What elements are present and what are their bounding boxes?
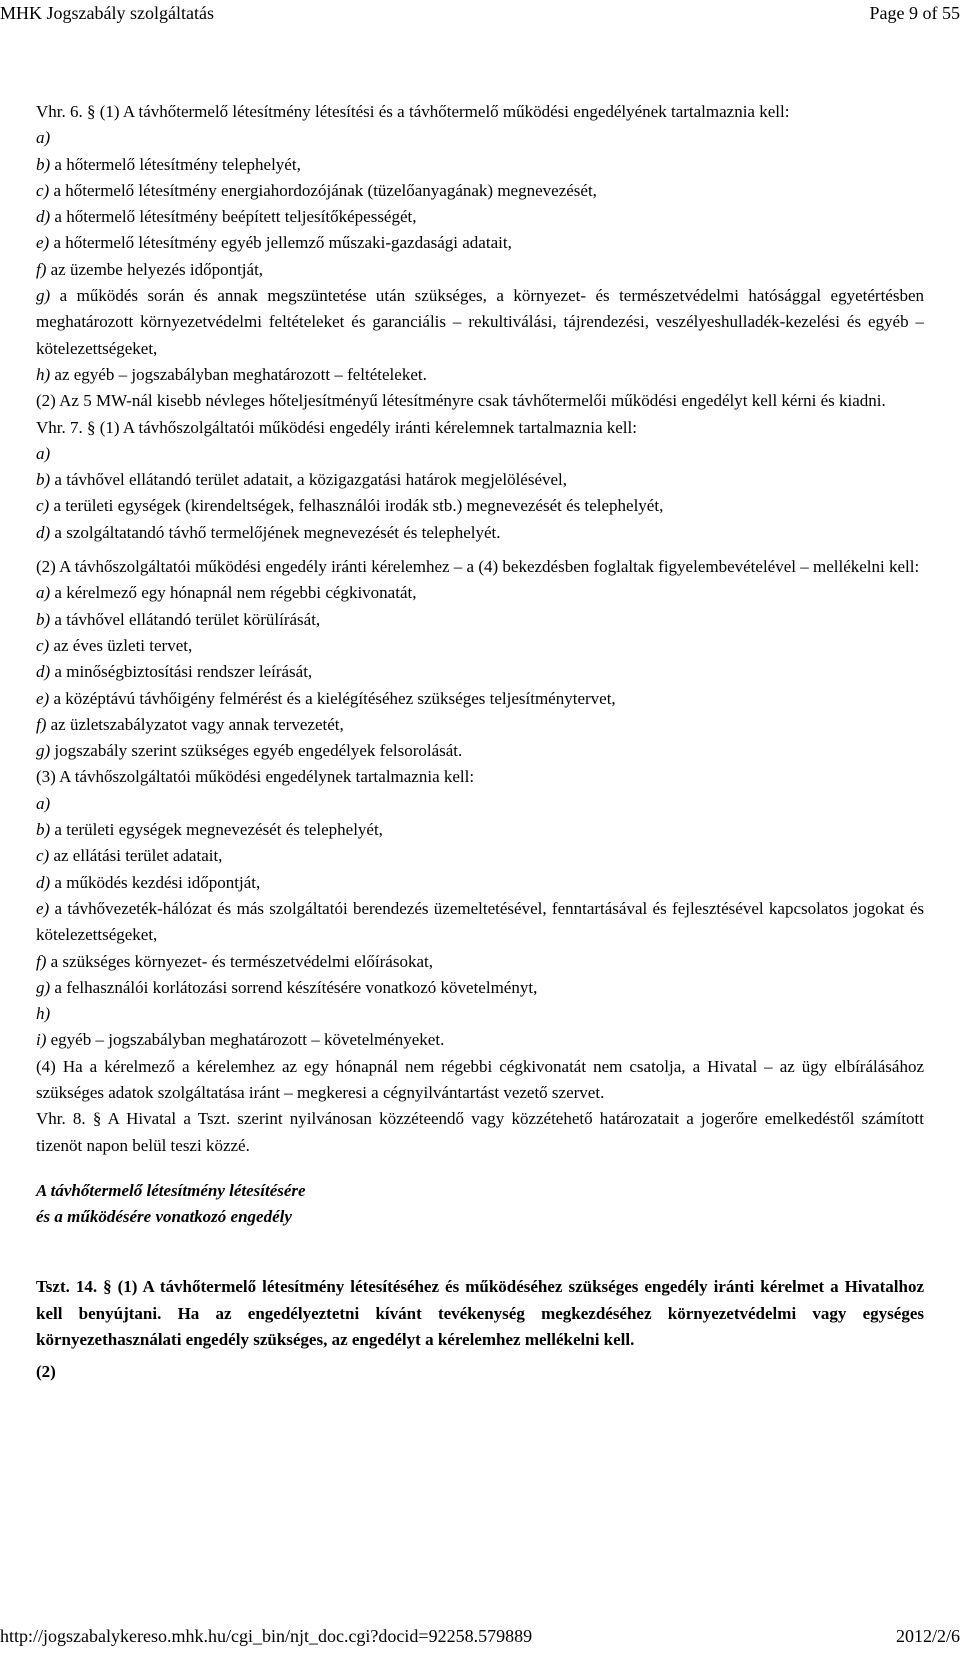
- paragraph-vhr-8: [36, 1106, 924, 1159]
- paragraph: [36, 764, 924, 790]
- list-item-text: a hőtermelő létesítmény telephelyét,: [50, 154, 301, 174]
- list-item: [36, 633, 924, 659]
- list-marker: c): [36, 180, 50, 200]
- list-marker: a): [36, 793, 51, 813]
- list-item-text: egyéb – jogszabályban meghatározott – követelményeket.: [46, 1030, 445, 1050]
- list-item: [36, 870, 924, 896]
- list-item-text: a területi egységek megnevezését és telephelyét,: [50, 820, 383, 840]
- list-item: [36, 362, 924, 388]
- list-item: [36, 817, 924, 843]
- list-marker: b): [36, 820, 51, 840]
- list-item-text: jogszabály szerint szükséges egyéb engedélyek felsorolását.: [50, 741, 463, 761]
- list-item-text: az üzletszabályzatot vagy annak tervezetét,: [46, 714, 344, 734]
- section-heading-line-2: és a működésére vonatkozó engedély: [36, 1207, 292, 1227]
- list-marker: a): [36, 583, 51, 603]
- list-item-text: a hőtermelő létesítmény energiahordozójának (tüzelőanyagának) megnevezését,: [49, 180, 597, 200]
- list-item: [36, 1027, 924, 1053]
- paragraph-vhr-7: [36, 415, 924, 441]
- paragraph-vhr-6: [36, 99, 924, 125]
- paragraph: [36, 554, 924, 580]
- list-item: [36, 230, 924, 256]
- list-marker: f): [36, 259, 47, 279]
- page-footer: [0, 1623, 960, 1653]
- list-marker: e): [36, 233, 50, 253]
- list-marker: e): [36, 898, 50, 918]
- list-marker: c): [36, 846, 50, 866]
- list-item-text: az éves üzleti tervet,: [49, 635, 193, 655]
- list-item: [36, 896, 924, 949]
- paragraph-text: Vhr. 8. § A Hivatal a Tszt. szerint nyilvánosan közzéteendő vagy közzétehető határozatait a jogerőre emelkedéstől számított tizenöt napon belül teszi közzé.: [36, 1109, 924, 1155]
- list-item-text: a távhővezeték-hálózat és más szolgáltatói berendezés üzemeltetésével, fenntartásával és fejlesztésével kapcsolatos jogokat és kötelezettségeket,: [36, 898, 924, 945]
- list-marker: a): [36, 443, 51, 463]
- paragraph: [36, 1054, 924, 1107]
- list-item: [36, 712, 924, 738]
- list-item: [36, 152, 924, 178]
- list-item-text: a hőtermelő létesítmény beépített teljesítőképességét,: [50, 207, 417, 227]
- list-item: [36, 738, 924, 764]
- list-marker: d): [36, 662, 51, 682]
- list-item: [36, 125, 924, 151]
- list-marker: a): [36, 128, 51, 148]
- list-item: [36, 580, 924, 606]
- list-marker: g): [36, 977, 51, 997]
- list-item-text: az egyéb – jogszabályban meghatározott – feltételeket.: [50, 364, 427, 384]
- list-item: [36, 467, 924, 493]
- list-item: [36, 659, 924, 685]
- paragraph: [36, 388, 924, 414]
- list-item-text: a távhővel ellátandó terület körülírását,: [50, 609, 321, 629]
- list-item-text: a működés során és annak megszüntetése után szükséges, a környezet- és természetvédelmi hatósággal egyetértésben meghatározott környezetvédelmi feltételeket és garanciális – rekultiválási, tájrendezési, veszélyeshulladék-kezelési és egyéb – kötelezettségeket,: [36, 286, 924, 358]
- list-item-text: a hőtermelő létesítmény egyéb jellemző műszaki-gazdasági adatait,: [49, 233, 512, 253]
- list-item-text: a középtávú távhőigény felmérést és a kielégítéséhez szükséges teljesítménytervet,: [49, 688, 616, 708]
- page-number: Page 9 of 55: [869, 3, 960, 23]
- document-url: http://jogszabalykereso.mhk.hu/cgi_bin/njt_doc.cgi?docid=92258.579889: [0, 1626, 533, 1646]
- page-header: [0, 0, 960, 28]
- list-marker: e): [36, 688, 50, 708]
- document-body: [36, 99, 924, 1386]
- list-item: [36, 204, 924, 230]
- paragraph-text: Vhr. 7. § (1) A távhőszolgáltatói működési engedély iránti kérelemnek tartalmaznia kell:: [36, 417, 637, 437]
- list-item-text: a távhővel ellátandó terület adatait, a közigazgatási határok megjelölésével,: [50, 470, 568, 490]
- list-marker: h): [36, 364, 51, 384]
- list-item: [36, 975, 924, 1001]
- list-item: [36, 257, 924, 283]
- list-item: [36, 949, 924, 975]
- list-item-text: a kérelmező egy hónapnál nem régebbi cégkivonatát,: [50, 583, 417, 603]
- list-item: [36, 1001, 924, 1027]
- list-marker: f): [36, 714, 47, 734]
- list-marker: b): [36, 470, 51, 490]
- list-item: [36, 520, 924, 546]
- list-item: [36, 283, 924, 362]
- list-item: [36, 178, 924, 204]
- document-date: 2012/2/6: [895, 1626, 960, 1646]
- list-item-text: a területi egységek (kirendeltségek, felhasználói irodák stb.) megnevezését és telephelyét,: [49, 496, 664, 516]
- list-item: [36, 441, 924, 467]
- tszt-14-paragraph-2: (2): [36, 1362, 56, 1382]
- paragraph-text: (3) A távhőszolgáltatói működési engedélynek tartalmaznia kell:: [36, 767, 475, 787]
- paragraph-text: (4) Ha a kérelmező a kérelemhez az egy hónapnál nem régebbi cégkivonatát nem csatolja, a Hivatal – az ügy elbírálásához szükséges adatok szolgáltatása iránt – megkeresi a cégnyilvántartást vezető szervet.: [36, 1056, 924, 1102]
- list-marker: c): [36, 496, 50, 516]
- list-marker: b): [36, 154, 51, 174]
- list-marker: h): [36, 1004, 51, 1024]
- list-marker: d): [36, 207, 51, 227]
- list-item: [36, 686, 924, 712]
- list-item-text: az üzembe helyezés időpontját,: [46, 259, 264, 279]
- paragraph-text: (2) A távhőszolgáltatói működési engedély iránti kérelemhez – a (4) bekezdésben foglaltak figyelembevételével – mellékelni kell:: [36, 557, 920, 577]
- list-marker: d): [36, 872, 51, 892]
- list-item-text: az ellátási terület adatait,: [49, 846, 223, 866]
- list-item-text: a szolgáltatandó távhő termelőjének megnevezését és telephelyét.: [50, 522, 501, 542]
- list-item: [36, 493, 924, 519]
- list-marker: d): [36, 522, 51, 542]
- list-item-text: a működés kezdési időpontját,: [50, 872, 261, 892]
- paragraph-text: Vhr. 6. § (1) A távhőtermelő létesítmény létesítési és a távhőtermelő működési engedélyének tartalmaznia kell:: [36, 102, 790, 121]
- paragraph-text: (2) Az 5 MW-nál kisebb névleges hőteljesítményű létesítményre csak távhőtermelői működési engedélyt kell kérni és kiadni.: [36, 391, 886, 411]
- list-item-text: a felhasználói korlátozási sorrend készítésére vonatkozó követelményt,: [50, 977, 538, 997]
- list-marker: f): [36, 951, 47, 971]
- list-item-text: a szükséges környezet- és természetvédelmi előírásokat,: [46, 951, 433, 971]
- list-marker: b): [36, 609, 51, 629]
- tszt-14-paragraph: Tszt. 14. § (1) A távhőtermelő létesítmény létesítéséhez és működéséhez szükséges engedély iránti kérelmet a Hivatalhoz kell benyújtani. Ha az engedélyeztetni kívánt tevékenység megkezdéséhez környezetvédelmi vagy egységes környezethasználati engedély szükséges, az engedélyt a kérelemhez mellékelni kell.: [36, 1277, 924, 1350]
- list-item: [36, 607, 924, 633]
- list-marker: g): [36, 741, 51, 761]
- section-heading-line-1: A távhőtermelő létesítmény létesítésére: [36, 1180, 306, 1200]
- list-item: [36, 791, 924, 817]
- document-source-title: MHK Jogszabály szolgáltatás: [0, 3, 214, 23]
- list-marker: g): [36, 286, 51, 306]
- list-item: [36, 843, 924, 869]
- list-marker: c): [36, 635, 50, 655]
- list-item-text: a minőségbiztosítási rendszer leírását,: [50, 662, 313, 682]
- list-marker: i): [36, 1030, 47, 1050]
